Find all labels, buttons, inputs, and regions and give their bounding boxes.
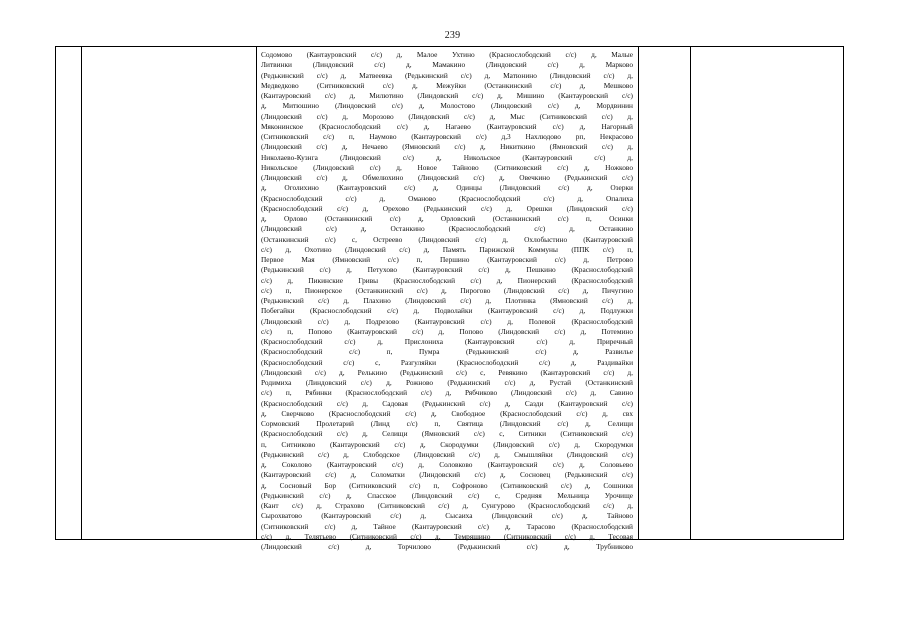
text-line: Литвинки (Линдовский с/с) д, Мамакино (Линдовский с/с) д, Марково (261, 60, 633, 70)
text-line: (Краснослободский с/с) п, Пумра (Редькинский с/с) д, Развилье (261, 347, 633, 357)
text-line: д, Соколово (Кантауровский с/с) д, Соловково (Кантауровский с/с) д, Соловьево (261, 460, 633, 469)
text-line: (Редькинский с/с) д, Матвеевка (Редькинский с/с) д, Матюнино (Линдовский с/с) д, (261, 70, 633, 80)
text-line: д, Сверчково (Краснослободский с/с) д, Свободное (Краснослободский с/с) д, свх (261, 408, 633, 418)
table-frame (55, 46, 844, 551)
text-line: Побегайки (Краснослободский с/с) д, Подволайки (Кантауровский с/с) д, Подлужки (261, 306, 633, 316)
text-line: (Редькинский с/с) д, Спасское (Линдовский с/с) с, Средняя Мельница Урочище (261, 490, 633, 500)
text-line: д, Митюшино (Линдовский с/с) д, Молостово (Линдовский с/с) д, Мордвинин (261, 101, 633, 111)
text-line: (Краснослободский с/с) с, Разгуляйки (Краснослободский с/с) д, Раздивайки (261, 357, 633, 367)
column-divider-2 (256, 47, 257, 539)
text-line: с/с) д, Пикинские Гривы (Краснослободский с/с) д, Пионерский (Краснослободский (261, 275, 633, 285)
text-line: д, Орлово (Останкинский с/с) д, Орловский (Останкинский с/с) п, Осинки (261, 214, 633, 223)
text-line: (Краснослободский с/с) д, Садовая (Редькинский с/с) д, Сазди (Кантауровский с/с) (261, 398, 633, 408)
text-line: Содомово (Кантауровский с/с) д, Малое Ухтино (Краснослободский с/с) д, Малые (261, 50, 633, 59)
text-line: Никольское (Линдовский с/с) д, Новое Тайново (Ситниковский с/с) д, Ножково (261, 162, 633, 172)
column-divider-3 (638, 47, 639, 539)
text-line: с/с) д, Телятьево (Ситниковский с/с) д, Темряшино (Ситниковский с/с) д, Тесовая (261, 531, 633, 541)
text-line: с/с) п, Пионерское (Останкинский с/с) д, Пирогово (Линдовский с/с) д, Пичугино (261, 285, 633, 295)
settlements-text-cell (261, 50, 633, 551)
text-line: п, Ситниково (Кантауровский с/с) д, Скородумки (Линдовский с/с) д, Скородумки (261, 439, 633, 449)
text-line: (Останкинский с/с) с, Остреево (Линдовский с/с) д, Охлобыстино (Кантауровский (261, 234, 633, 244)
column-divider-1 (81, 47, 82, 539)
text-line: (Линдовский с/с) д, Подрезово (Кантауровский с/с) д, Полевой (Краснослободский (261, 316, 633, 326)
text-line: (Линдовский с/с) д, Нечаево (Ямновский с/с) д, Никиткино (Ямновский с/с) д, (261, 142, 633, 152)
text-line: (Линдовский с/с) д, Морозово (Линдовский с/с) д, Мыс (Ситниковский с/с) д, (261, 111, 633, 121)
text-line: Мяконинское (Краснослободский с/с) д, Нагаево (Кантауровский с/с) д, Нагорный (261, 121, 633, 131)
text-line: Медведково (Ситниковский с/с) д, Межуйки (Останкинский с/с) д, Мешково (261, 80, 633, 90)
text-line: (Линдовский с/с) д, Торчилово (Редькинский с/с) д, Трубниково (261, 542, 633, 551)
text-line: (Кантауровский с/с) д, Милютино (Линдовский с/с) д, Мишино (Кантауровский с/с) (261, 91, 633, 100)
text-line: (Линдовский с/с) д, Обмелюхино (Линдовский с/с) д, Овечкино (Редькинский с/с) (261, 173, 633, 182)
text-line: (Кантауровский с/с) д, Соломатки (Линдовский с/с) д, Сосновец (Редькинский с/с) (261, 470, 633, 480)
text-line: Николаево-Кузнга (Линдовский с/с) д, Никольское (Кантауровский с/с) д, (261, 152, 633, 162)
text-line: (Краснослободский с/с) д, Оманово (Краснослободский с/с) д, Опалиха (261, 193, 633, 203)
text-line: (Ситниковский с/с) д, Тайное (Кантауровский с/с) д, Тарасово (Краснослободский (261, 521, 633, 531)
text-line: (Линдовский с/с) д, Релькино (Редькинский с/с) с, Ревякино (Кантауровский с/с) д, (261, 367, 633, 377)
page-number: 239 (444, 30, 461, 41)
text-line: (Редькинский с/с) д, Петухово (Кантауровский с/с) д, Пешкино (Краснослободский (261, 265, 633, 275)
text-line: Сырохватово (Кантауровский с/с) д, Сысаиха (Линдовский с/с) д, Тайново (261, 511, 633, 521)
text-line: (Линдовский с/с) д, Останкино (Краснослободский с/с) д, Останкино (261, 224, 633, 234)
text-line: (Ситниковский с/с) п, Наумово (Кантауровский с/с) д,3 Нахлюдово рп, Некрасово (261, 132, 633, 141)
text-line: Сормовский Пролетарий (Линд с/с) п, Святица (Линдовский с/с) д, Селищи (261, 419, 633, 428)
text-line: с/с) п, Рябинки (Краснослободский с/с) д, Рябчиково (Линдовский с/с) д, Савино (261, 388, 633, 398)
column-divider-4 (690, 47, 691, 539)
text-line: (Редькинский с/с) д, Плахино (Линдовский с/с) д, Плотинка (Ямновский с/с) д, (261, 296, 633, 305)
text-line: (Краснослободский с/с) д, Орехово (Редькинский с/с) д, Орешки (Линдовский с/с) (261, 203, 633, 213)
text-line: (Кант с/с) д, Страхово (Ситниковский с/с) д, Сунгурово (Краснослободский с/с) д, (261, 501, 633, 510)
text-line: (Краснослободский с/с) д, Селищи (Ямновский с/с) с, Ситники (Ситниковский с/с) (261, 429, 633, 439)
text-line: д, Оголихино (Кантауровский с/с) д, Одинцы (Линдовский с/с) д, Озерки (261, 183, 633, 193)
text-line: (Редькинский с/с) д, Слободское (Линдовский с/с) д, Смышляйки (Линдовский с/с) (261, 449, 633, 459)
text-line: (Краснослободский с/с) д, Прислониха (Кантауровский с/с) д, Приречный (261, 337, 633, 346)
text-line: с/с) д, Охотино (Линдовский с/с) д, Память Парижской Коммуны (ППК с/с) п, (261, 244, 633, 254)
text-line: Родимиха (Линдовский с/с) д, Рожново (Редькинский с/с) д, Рустай (Останкинский (261, 378, 633, 387)
text-line: с/с) п, Попово (Кантауровский с/с) д, Попово (Линдовский с/с) д, Потемино (261, 326, 633, 336)
text-line: Первое Мая (Ямновский с/с) п, Першино (Кантауровский с/с) д, Петрово (261, 255, 633, 264)
text-line: д, Сосновый Бор (Ситниковский с/с) п, Софроново (Ситниковский с/с) д, Сошники (261, 480, 633, 490)
